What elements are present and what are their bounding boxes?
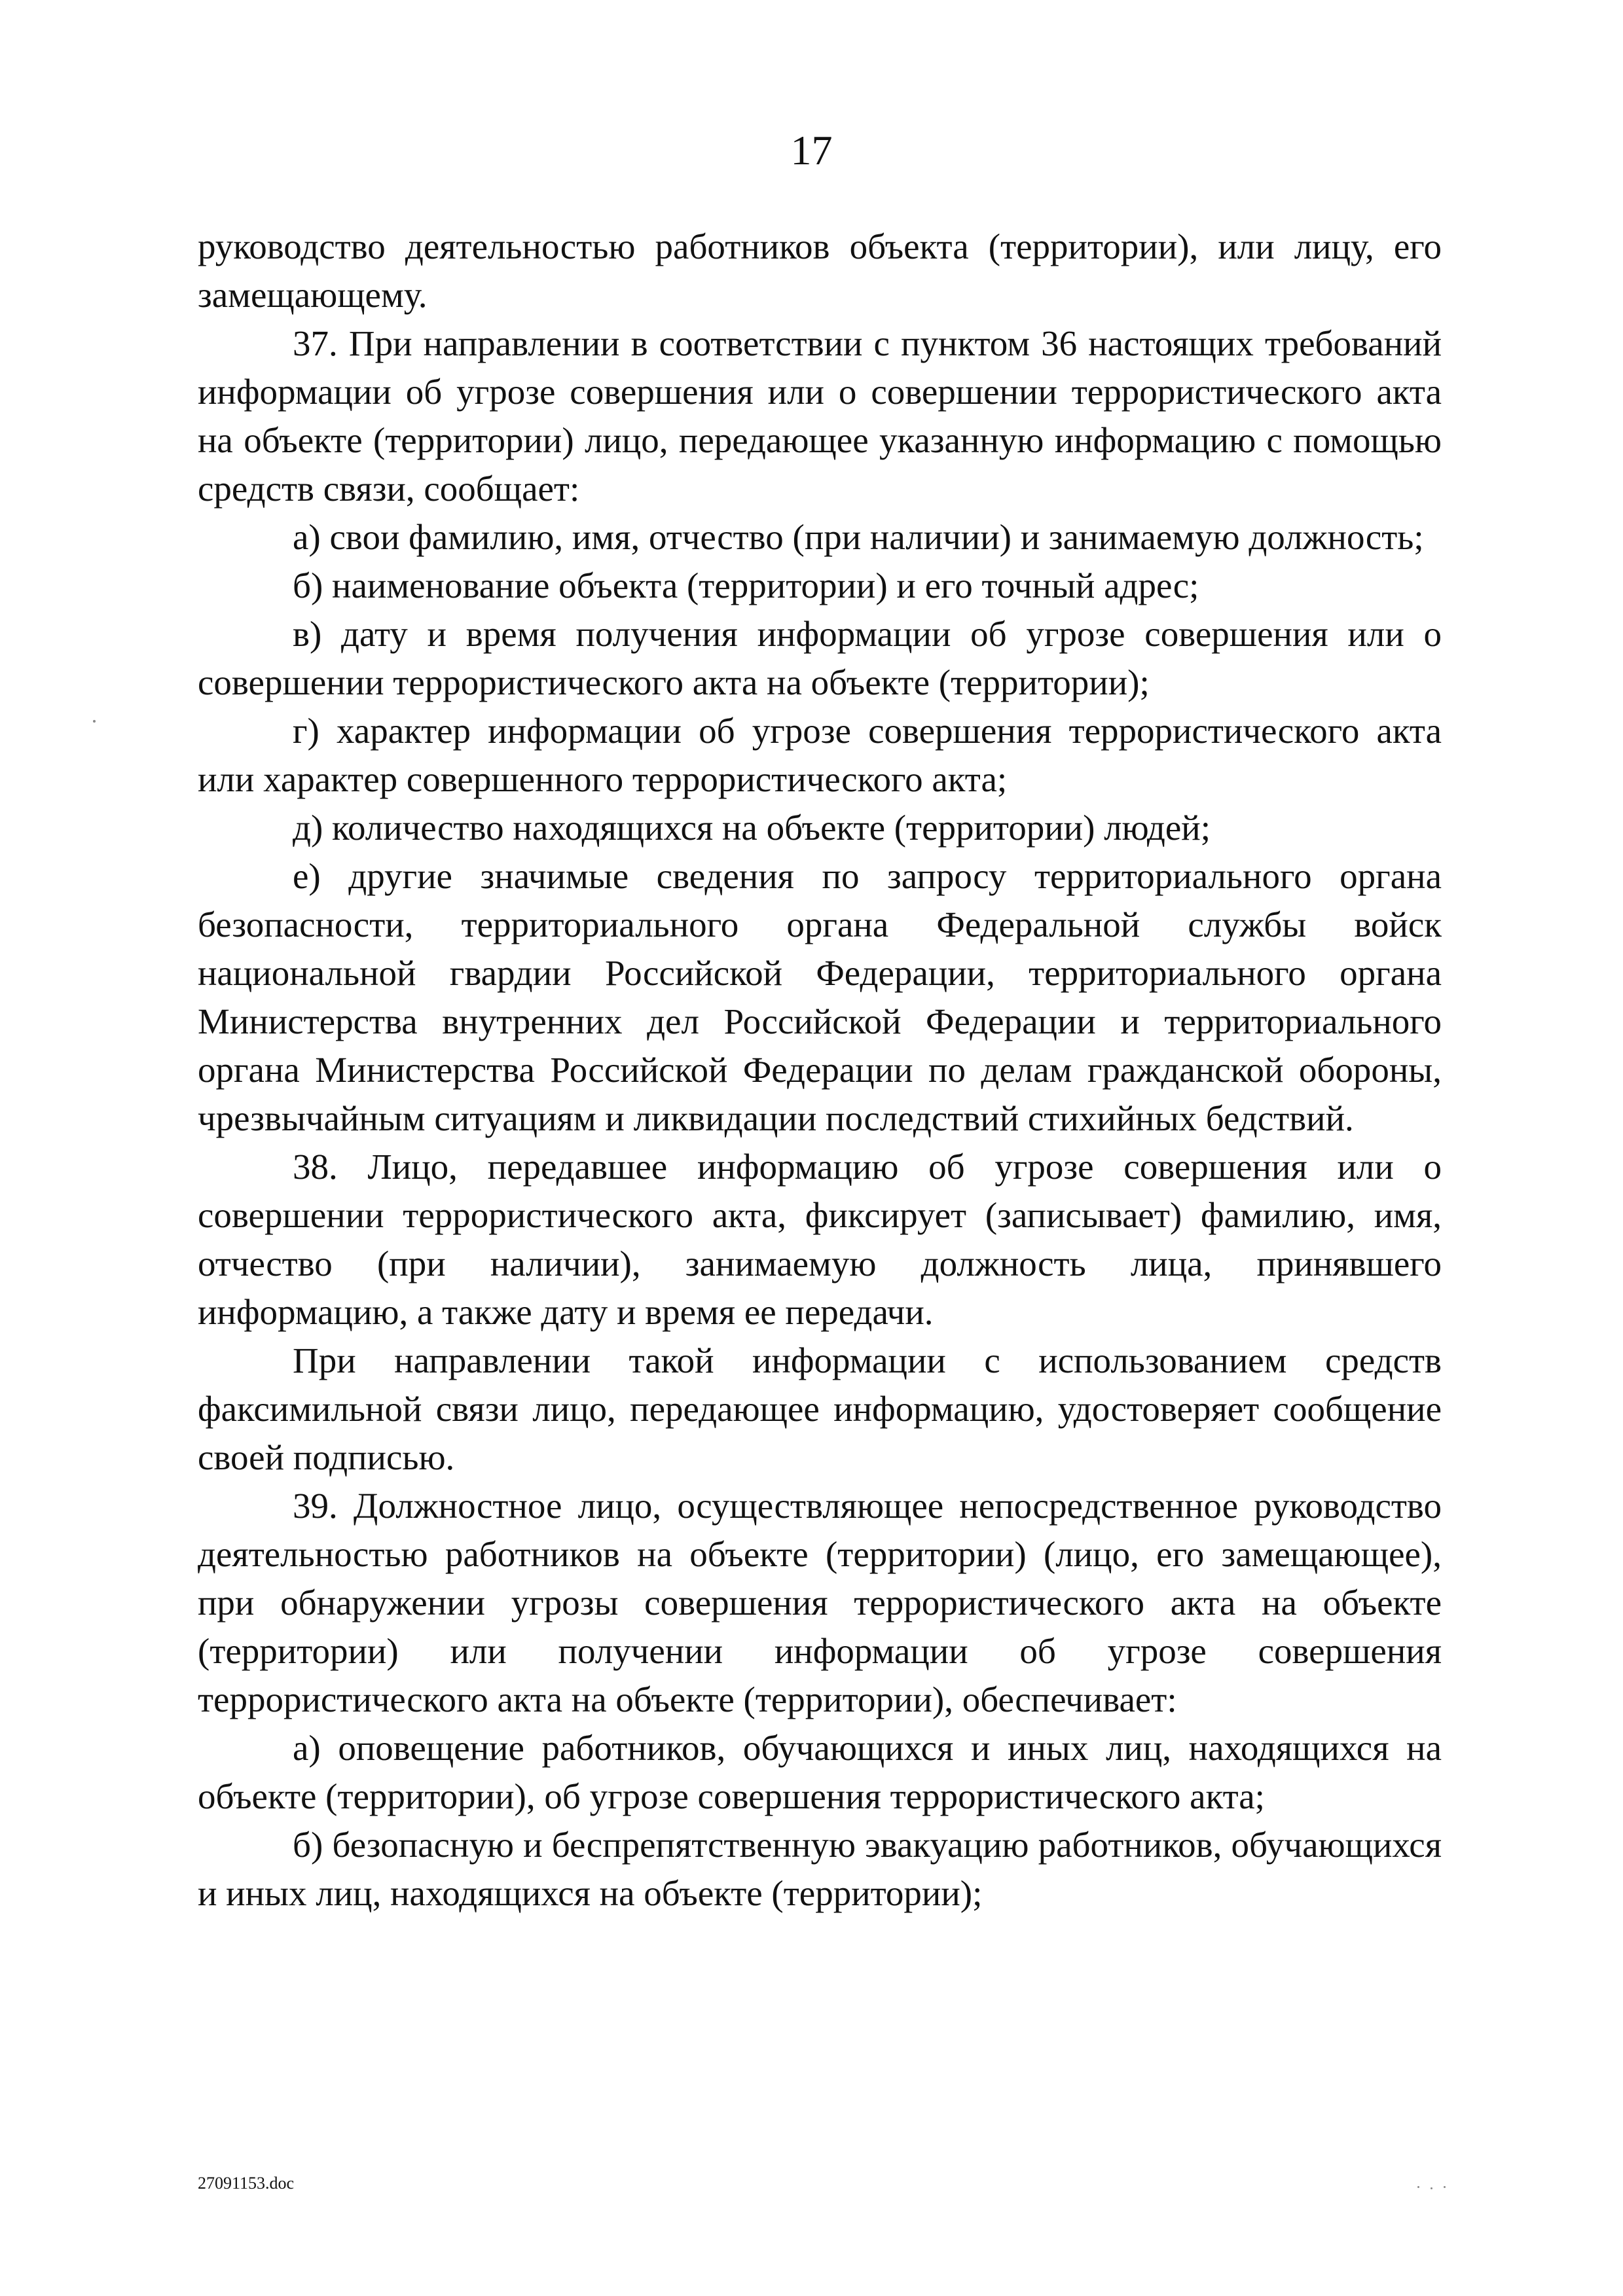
scan-speck <box>1431 2187 1432 2189</box>
document-body <box>198 223 1442 1918</box>
paragraph-item-38: 38. Лицо, передавшее информацию об угрозе совершения или о совершении террористического акта, фиксирует (записывает) фамилию, имя, отчество (при наличии), занимаемую должность лица, принявшего информацию, а также дату и время ее передачи. <box>198 1147 1442 1332</box>
paragraph-item-39-b: б) безопасную и беспрепятственную эвакуацию работников, обучающихся и иных лиц, находящихся на объекте (территории); <box>198 1825 1442 1913</box>
scan-speck <box>93 720 96 723</box>
paragraph-item-37-g: г) характер информации об угрозе совершения террористического акта или характер совершенного террористического акта; <box>198 711 1442 799</box>
paragraph-continuation: руководство деятельностью работников объекта (территории), или лицу, его замещающему. <box>198 226 1442 315</box>
document-file-code: 27091153.doc <box>198 2174 295 2193</box>
paragraph-item-37-d: д) количество находящихся на объекте (территории) людей; <box>293 808 1211 848</box>
paragraph-item-37: 37. При направлении в соответствии с пунктом 36 настоящих требований информации об угрозе совершения или о совершении террористического акта на объекте (территории) лицо, передающее указанную информацию с помощью средств связи, сообщает: <box>198 323 1442 509</box>
page-number: 17 <box>790 127 833 173</box>
paragraph-item-39-a: а) оповещение работников, обучающихся и иных лиц, находящихся на объекте (территории), об угрозе совершения террористического акта; <box>198 1728 1442 1816</box>
scan-speck <box>1417 2186 1419 2188</box>
paragraph-item-37-e: е) другие значимые сведения по запросу территориального органа безопасности, территориального органа Федеральной службы войск национальной гвардии Российской Федерации, территориального органа Министерства внутренних дел Российской Федерации и территориального органа Министерства Российской Федерации по делам гражданской обороны, чрезвычайным ситуациям и ликвидации последствий стихийных бедствий. <box>198 856 1442 1138</box>
paragraph-item-37-b: б) наименование объекта (территории) и его точный адрес; <box>293 565 1199 605</box>
paragraph-item-37-a: а) свои фамилию, имя, отчество (при наличии) и занимаемую должность; <box>293 517 1424 557</box>
scan-speck <box>1444 2186 1446 2188</box>
paragraph-item-37-v: в) дату и время получения информации об угрозе совершения или о совершении террористического акта на объекте (территории); <box>198 614 1442 702</box>
paragraph-item-39: 39. Должностное лицо, осуществляющее непосредственное руководство деятельностью работников на объекте (территории) (лицо, его замещающее), при обнаружении угрозы совершения террористического акта на объекте (территории) или получении информации об угрозе совершения террористического акта на объекте (территории), обеспечивает: <box>198 1486 1442 1719</box>
paragraph-fax-note: При направлении такой информации с использованием средств факсимильной связи лицо, передающее информацию, удостоверяет сообщение своей подписью. <box>198 1340 1442 1477</box>
